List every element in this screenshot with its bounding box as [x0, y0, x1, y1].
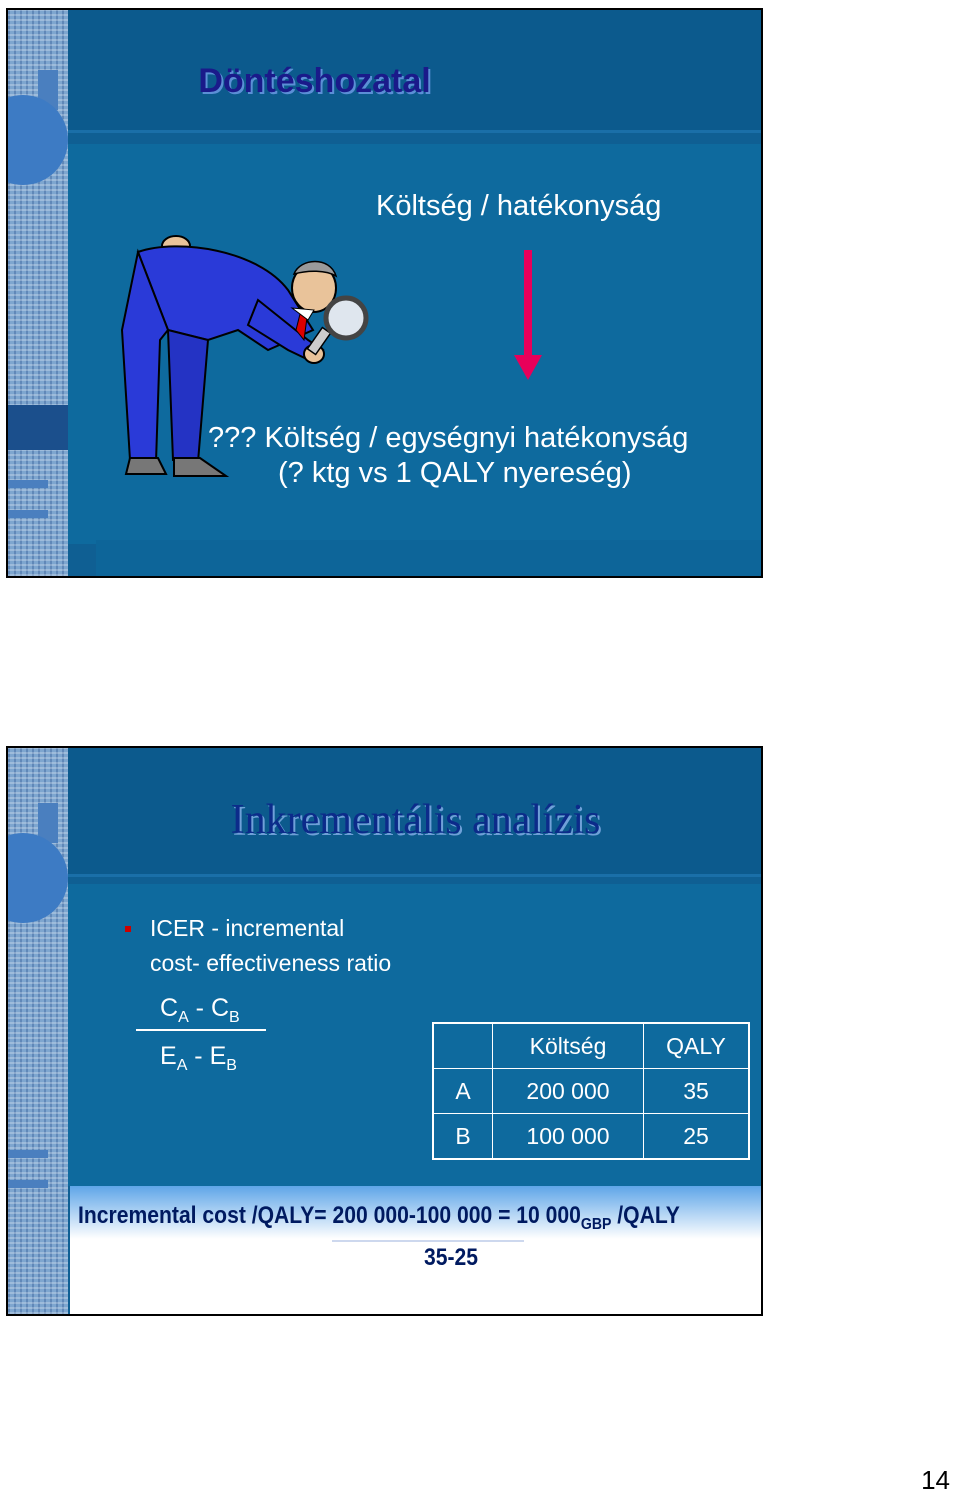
fraction-line — [136, 1029, 266, 1031]
slide-2 — [6, 746, 763, 1316]
bullet-icon — [125, 926, 131, 932]
bottom-band — [96, 540, 761, 576]
table-header-row — [433, 1023, 749, 1069]
table-cell: A — [433, 1069, 493, 1114]
table-cell: B — [433, 1114, 493, 1160]
text-cost-effectiveness: Költség / hatékonyság — [376, 190, 662, 222]
result-equation: Incremental cost /QALY= 200 000-100 000 = 10 $000_{GBP}$ /QALY — [78, 1202, 680, 1233]
icer-definition: cost- effectiveness ratio — [150, 950, 392, 976]
table-cell: 25 — [644, 1114, 750, 1160]
table-header-cell: QALY — [644, 1023, 750, 1069]
down-arrow-icon — [508, 250, 548, 382]
table-cell: 100 000 — [493, 1114, 644, 1160]
cost-qaly-table — [432, 1022, 750, 1160]
icer-label: ICER - incremental — [150, 915, 345, 941]
table-header-cell: Költség — [493, 1023, 644, 1069]
table-cell: 200 000 — [493, 1069, 644, 1114]
slide-title: Inkrementális analízis — [230, 797, 601, 843]
result-denominator: 35-25 — [424, 1244, 479, 1271]
formula-denominator: $E_A - E_B$ — [160, 1042, 237, 1074]
slide-title: Döntéshozatal — [198, 62, 431, 100]
text-unit-cost: ??? Költség / egységnyi hatékonyság — [208, 422, 689, 454]
result-fraction-line — [332, 1240, 524, 1242]
formula-numerator: $C_A - C_B$ — [160, 994, 240, 1026]
slide-1 — [6, 8, 763, 578]
table-row — [433, 1069, 749, 1114]
text-qaly-gain: (? ktg vs 1 QALY nyereség) — [278, 457, 632, 489]
table-row — [433, 1114, 749, 1160]
decorative-strip — [8, 748, 68, 1314]
table-header-cell — [433, 1023, 493, 1069]
table-cell: 35 — [644, 1069, 750, 1114]
page-number: 14 — [921, 1465, 950, 1495]
